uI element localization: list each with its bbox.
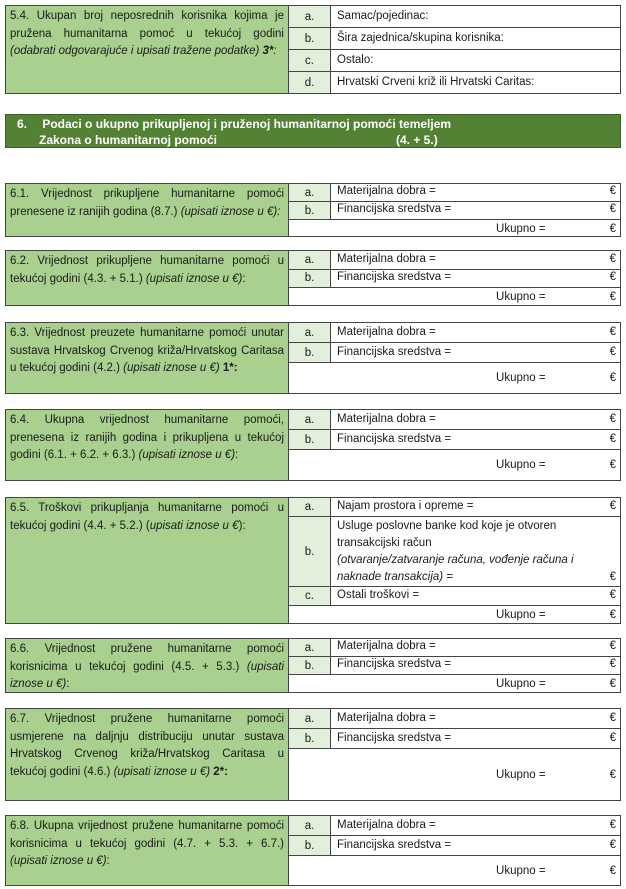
label-segment: 6.2. Vrijednost prikupljene humanitarne pomoći u tekućoj godini (4.3. + 5.1.) [10, 255, 284, 285]
row-field[interactable] [331, 498, 620, 516]
total-field[interactable] [289, 288, 620, 305]
euro-sign: € [609, 768, 616, 781]
row-note-line: (otvaranje/zatvaranje računa, vođenje računa i [337, 554, 574, 567]
euro-sign: € [609, 677, 616, 690]
value-row [289, 343, 620, 363]
total-field[interactable] [289, 220, 620, 237]
euro-sign: € [609, 712, 616, 724]
row-letter: a. [289, 709, 331, 728]
section-label [6, 6, 289, 93]
row-field[interactable] [331, 729, 620, 748]
row-letter: b. [289, 270, 331, 288]
row-field[interactable] [331, 323, 620, 342]
section-6-3 [5, 322, 621, 394]
section-5-4 [5, 5, 621, 94]
total-row [289, 220, 620, 237]
value-row [289, 709, 620, 729]
value-row [289, 729, 620, 749]
header-title-line1: Podaci o ukupno prikupljenoj i pruženoj humanitarnoj pomoći temeljem [42, 117, 452, 131]
euro-sign: € [609, 640, 616, 652]
row-letter: a. [289, 251, 331, 269]
row-label: Materijalna dobra = [337, 326, 436, 338]
label-segment: (odabrati odgovarajuće i upisati tražene podatke) [10, 45, 263, 57]
euro-sign: € [609, 839, 616, 851]
label-segment: 5.4. Ukupan broj neposrednih korisnika kojima je pružena humanitarna pomoć u tekućoj godini [10, 10, 284, 40]
row-letter: b. [289, 836, 331, 855]
euro-sign: € [609, 732, 616, 744]
row-letter: b. [289, 517, 331, 585]
value-row [289, 836, 620, 856]
row-letter: d. [289, 72, 331, 93]
euro-sign: € [609, 433, 616, 445]
total-label: Ukupno = [496, 222, 546, 235]
total-row [289, 856, 620, 885]
total-field[interactable] [289, 363, 620, 393]
row-label: Materijalna dobra = [337, 819, 436, 831]
total-row [289, 606, 620, 623]
row-letter: c. [289, 50, 331, 71]
header-number: 6. [17, 117, 28, 131]
section-6-7 [5, 708, 621, 801]
value-row [289, 657, 620, 675]
row-letter: b. [289, 657, 331, 674]
answer-row [289, 50, 620, 72]
header-title-line2: Zakona o humanitarnoj pomoći [39, 133, 218, 147]
value-row [289, 202, 620, 220]
row-label: Najam prostora i opreme = [337, 500, 474, 513]
row-letter: b. [289, 202, 331, 219]
label-segment: : [66, 678, 70, 690]
label-segment: : [273, 45, 277, 57]
header-reference: (4. + 5.) [396, 133, 438, 147]
row-label: Materijalna dobra = [337, 640, 436, 652]
section-6-6 [5, 638, 621, 693]
label-segment: (upisati iznose u €) [180, 205, 278, 218]
section-6-4 [5, 409, 621, 481]
total-label: Ukupno = [496, 768, 546, 781]
row-note-line: naknade transakcija) = [337, 571, 454, 584]
label-segment: 6.5. Troškovi prikupljanja humanitarne pomoći u tekućoj godini (4.4. + 5.2.) ( [10, 502, 284, 532]
label-segment: 6.1. Vrijednost prikupljene humanitarne pomoći prenesene iz ranijih godina (8.7.) [10, 188, 284, 218]
row-letter: a. [289, 410, 331, 429]
euro-sign: € [609, 589, 616, 601]
value-row [289, 430, 620, 450]
row-field[interactable] [331, 587, 620, 605]
row-label: Financijska sredstva = [337, 271, 452, 283]
euro-sign: € [609, 608, 616, 621]
section-6-5 [5, 497, 621, 624]
row-label: Samac/pojedinac: [337, 10, 429, 22]
row-label: Financijska sredstva = [337, 658, 452, 670]
row-label: Financijska sredstva = [337, 732, 452, 744]
section-label [6, 323, 289, 393]
label-segment: (upisati iznose u €) [10, 855, 107, 867]
label-segment: 6.8. Ukupna vrijednost pružene humanitarne pomoći korisnicima u tekućoj godini (4.7. + 5.3. + 6.7.) [10, 820, 284, 850]
euro-sign: € [609, 571, 616, 584]
answer-row [289, 6, 620, 28]
row-label: Ostalo: [337, 54, 374, 66]
euro-sign: € [609, 203, 616, 215]
row-letter: b. [289, 430, 331, 449]
label-segment: : [242, 272, 246, 285]
row-label: Financijska sredstva = [337, 346, 452, 358]
label-segment: (upisati iznose u €) [113, 765, 214, 778]
section-6-2 [5, 250, 621, 306]
row-field[interactable] [331, 430, 620, 449]
value-row [289, 587, 620, 606]
section-label [6, 251, 289, 305]
label-segment: upisati iznose u € [149, 519, 239, 532]
value-rows [289, 410, 620, 480]
row-letter: a. [289, 6, 331, 27]
section-label [6, 639, 289, 692]
label-segment: : [277, 205, 281, 218]
value-row [289, 270, 620, 289]
label-segment: (upisati iznose u €) [10, 660, 284, 690]
label-segment: 6.7. Vrijednost pružene humanitarne pomoći usmjerene na daljnju distribuciju unutar sustava Hrvatskog Crvenog križa/Hrvatskog Caritasa u tekućoj godini (4.6.) [10, 713, 284, 778]
row-letter: a. [289, 639, 331, 656]
section-label [6, 184, 289, 236]
label-segment: 3* [262, 45, 274, 57]
label-segment: ): [238, 519, 246, 532]
euro-sign: € [609, 372, 616, 384]
label-segment: (upisati iznose u €) [123, 362, 223, 374]
row-text-line: transakcijski račun [337, 537, 432, 550]
row-field[interactable] [331, 6, 620, 27]
row-letter: a. [289, 498, 331, 516]
value-row [289, 816, 620, 836]
row-field[interactable] [331, 836, 620, 855]
row-label: Materijalna dobra = [337, 185, 436, 197]
label-segment: (upisati iznose u €) [138, 449, 236, 461]
value-row [289, 184, 620, 202]
row-letter: c. [289, 587, 331, 605]
row-field[interactable] [331, 270, 620, 288]
row-field[interactable] [331, 184, 620, 201]
row-field[interactable] [331, 657, 620, 674]
row-letter: a. [289, 184, 331, 201]
row-label: Financijska sredstva = [337, 433, 452, 445]
row-text-line: Usluge poslovne banke kod koje je otvoren [337, 520, 557, 533]
value-row [289, 323, 620, 343]
row-label: Ostali troškovi = [337, 589, 420, 601]
total-row [289, 749, 620, 800]
row-label: Šira zajednica/skupina korisnika: [337, 32, 504, 44]
row-field[interactable] [331, 28, 620, 49]
total-label: Ukupno = [496, 864, 546, 877]
row-last-line [337, 569, 616, 586]
total-field[interactable] [289, 749, 620, 800]
row-field[interactable] [331, 517, 620, 585]
total-label: Ukupno = [496, 459, 546, 471]
total-label: Ukupno = [496, 290, 546, 303]
total-field[interactable] [289, 450, 620, 480]
euro-sign: € [609, 459, 616, 471]
total-label: Ukupno = [496, 372, 546, 384]
euro-sign: € [609, 222, 616, 235]
total-row [289, 450, 620, 480]
value-rows [289, 323, 620, 393]
value-rows [289, 251, 620, 305]
value-row [289, 410, 620, 430]
euro-sign: € [609, 290, 616, 303]
label-segment: (upisati iznose u €) [145, 272, 243, 285]
row-field[interactable] [331, 343, 620, 362]
value-row [289, 498, 620, 517]
row-field[interactable] [331, 709, 620, 728]
total-row [289, 288, 620, 305]
label-segment: 2*: [213, 765, 228, 778]
section-6-8 [5, 815, 621, 886]
row-label: Materijalna dobra = [337, 413, 436, 425]
euro-sign: € [609, 413, 616, 425]
answer-rows [289, 6, 620, 93]
value-rows [289, 639, 620, 692]
label-segment: 6.4. Ukupna vrijednost humanitarne pomoći, prenesena iz ranijih godina i prikupljena u tekućoj godini (6.1. + 6.2. + 6.3.) [10, 414, 284, 461]
value-row [289, 639, 620, 657]
row-letter: b. [289, 28, 331, 49]
row-field[interactable] [331, 50, 620, 71]
row-label: Materijalna dobra = [337, 252, 436, 265]
euro-sign: € [609, 864, 616, 877]
total-label: Ukupno = [496, 677, 546, 690]
answer-row [289, 72, 620, 93]
total-row [289, 363, 620, 393]
row-field[interactable] [331, 251, 620, 269]
section-6-header [5, 114, 621, 148]
section-6-1 [5, 183, 621, 237]
section-label [6, 410, 289, 480]
row-field[interactable] [331, 639, 620, 656]
row-letter: b. [289, 729, 331, 748]
euro-sign: € [609, 658, 616, 670]
total-row [289, 675, 620, 692]
euro-sign: € [609, 271, 616, 283]
total-field[interactable] [289, 856, 620, 885]
label-segment: 1*: [222, 362, 238, 374]
section-label [6, 709, 289, 800]
value-rows [289, 816, 620, 885]
row-label: Financijska sredstva = [337, 203, 452, 215]
row-letter: b. [289, 343, 331, 362]
section-label [6, 816, 289, 885]
value-rows [289, 709, 620, 800]
row-field[interactable] [331, 72, 620, 93]
value-rows [289, 184, 620, 236]
row-label: Financijska sredstva = [337, 839, 452, 851]
euro-sign: € [609, 346, 616, 358]
answer-row [289, 28, 620, 50]
euro-sign: € [609, 185, 616, 197]
total-field[interactable] [289, 675, 620, 692]
value-row [289, 251, 620, 270]
label-segment: 6.6. Vrijednost pružene humanitarne pomoći korisnicima u tekućoj godini (4.5. + 5.3.) [10, 643, 284, 673]
row-label: Materijalna dobra = [337, 712, 436, 724]
label-segment: : [106, 855, 110, 867]
row-letter: a. [289, 323, 331, 342]
label-segment: : [235, 449, 239, 461]
value-rows [289, 498, 620, 623]
euro-sign: € [609, 252, 616, 265]
value-row [289, 517, 620, 586]
row-letter: a. [289, 816, 331, 835]
section-label [6, 498, 289, 623]
total-label: Ukupno = [496, 608, 546, 621]
row-label: Hrvatski Crveni križ ili Hrvatski Caritas: [337, 76, 535, 88]
row-field[interactable] [331, 410, 620, 429]
row-field[interactable] [331, 816, 620, 835]
row-field[interactable] [331, 202, 620, 219]
label-segment: 6.3. Vrijednost preuzete humanitarne pomoći unutar sustava Hrvatskog Crvenog križa/Hrvatskog Caritasa u tekućoj godini (4.2.) [10, 327, 284, 374]
euro-sign: € [609, 326, 616, 338]
euro-sign: € [609, 500, 616, 513]
total-field[interactable] [289, 606, 620, 623]
euro-sign: € [609, 819, 616, 831]
